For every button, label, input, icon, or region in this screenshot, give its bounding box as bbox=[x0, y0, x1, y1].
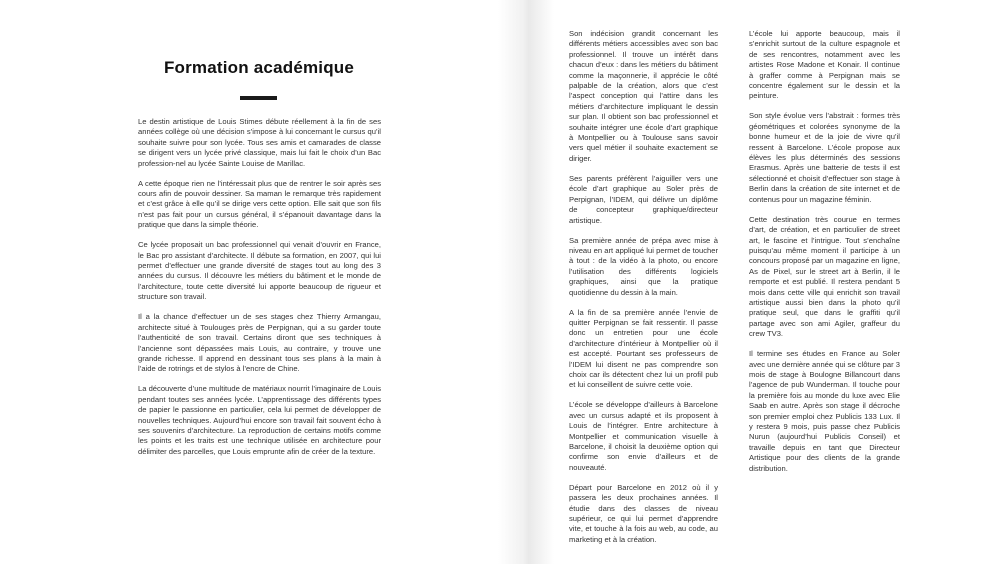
section-title: Formation académique bbox=[163, 58, 355, 77]
paragraph: Le destin artistique de Louis Stimes débute réellement à la fin de ses années collège où une décision s’impose à lui concernant le cursus qu’il souhaite suivre pour son lycée. Tous ses amis et camarades de classe se dirigent vers un lycée privé classique, mais lui fait le choix d’un Bac profession-nel au lycée Sainte Louise de Marillac. bbox=[138, 117, 381, 168]
title-underline bbox=[240, 96, 277, 100]
paragraph: A la fin de sa première année l’envie de quitter Perpignan se fait ressentir. Il passe donc un entretien pour une école d’architecture d’intérieur à Montpellier où il est accepté. Pourtant ses professeurs de l’IDEM lui disent ne pas comprendre son choix car ils détectent chez lui un profil pub et lui conseillent de suivre cette voie. bbox=[569, 307, 718, 390]
paragraph: Il termine ses études en France au Soler avec une dernière année qui se clôture par 3 mois de stage à Boulogne Billancourt dans l’agence de pub Wunderman. Il touche pour la première fois au monde du luxe avec Elie Saab en autre. Après son stage il décroche son premier emploi chez Publicis 133 Lux. Il y restera 9 mois, puis passe chez Publicis Nurun (aujourd’hui Publicis Conseil) et travaille depuis en tant que Directeur Artistique pour des clients de la grande distribution. bbox=[749, 349, 900, 473]
paragraph: Départ pour Barcelone en 2012 où il y passera les deux prochaines années. Il étudie dans des classes de niveau supérieur, ce qui lui permet d’apprendre vite, et touche à la fois au web, au code, au marketing et à la création. bbox=[569, 482, 718, 544]
paragraph: Ce lycée proposait un bac professionnel qui venait d’ouvrir en France, le Bac pro assistant d’architecte. Il débute sa formation, en 2007, qui lui permet d’effectuer une grande diversité de stages tout au long des 3 années du cursus. Il découvre les métiers du bâtiment et le monde de l’architecture, toute cette diversité lui apporte beaucoup de rigueur et structure son travail. bbox=[138, 240, 381, 302]
paragraph: La découverte d’une multitude de matériaux nourrit l’imaginaire de Louis pendant toutes ses années lycée. L’apprentissage des différents types de papier le passionne en particulier, cela lui permet de développer de nouvelles techniques. Aujourd’hui encore son travail fait souvent écho à ses souvenirs d’architecture. La reproduction de certains motifs comme les points et les traits est une technique utilisée en architecture pour délimiter des parcelles, que Louis emprunte afin de créer de la texture. bbox=[138, 384, 381, 456]
paragraph: Cette destination très courue en termes d’art, de création, et en particulier de street art, le fascine et l’intrigue. Tout s’enchaîne puisqu’au même moment il participe à un concours proposé par un magazine en ligne, As de Pixel, sur le street art à Berlin, il le remporte et est publié. Il restera pendant 5 mois dans cette ville qui enrichit son travail artistique aussi bien dans la photo qu’il pratique seul, que dans le graffiti qu’il partage avec son ami Agiler, graffeur du crew TV3. bbox=[749, 214, 900, 339]
paragraph: Son style évolue vers l’abstrait : formes très géométriques et colorées synonyme de la bonne humeur et de la joie de vivre qu’il ressent à Barcelone. L’école propose aux élèves les plus déterminés des sessions Erasmus. Après une batterie de tests il est sélectionné et choisit d’effectuer son stage à Berlin dans la création de site internet et de contenus pour un magazine féminin. bbox=[749, 111, 900, 204]
paragraph: Il a la chance d’effectuer un de ses stages chez Thierry Armangau, architecte situé à Toulouges près de Perpignan, qui a su garder toute l’authenticité de son travail. Certains diront que ses techniques à l’ancienne sont dépassées mais Louis, au contraire, y trouve une grande richesse. Il apprend en dessinant tous ses plans à la main à l’aide de rotrings et de stylos à l’encre de Chine. bbox=[138, 312, 381, 374]
paragraph: Son indécision grandit concernant les différents métiers accessibles avec son bac professionnel. Il trouve un intérêt dans chacun d’eux : dans les métiers du bâtiment comme la maçonnerie, il apprécie le côté palpable de la création, alors que c’est l’aspect conception qui l’attire dans les métiers d’architecture impliquant le dessin sur plan. Il obtient son bac professionnel et souhaite intégrer une école d’art graphique à Montpellier ou à Toulouse sans savoir vers quel métier il souhaite exactement se diriger. bbox=[569, 29, 718, 163]
paragraph: L’école se développe d’ailleurs à Barcelone avec un cursus adapté et ils proposent à Louis de l’intégrer. Entre architecture à Montpellier et communication visuelle à Barcelone, il choisit la deuxième option qui confirme son envie d’ailleurs et de nouveauté. bbox=[569, 400, 718, 472]
paragraph: A cette époque rien ne l’intéressait plus que de rentrer le soir après ses cours afin de pouvoir dessiner. Sa maman le remarque très rapidement et c’est grâce à elle qu’il se dirige vers cette option. Elle sait que son fils n’est pas fait pour un cursus général, il s’épanouit davantage dans la pratique que dans la simple théorie. bbox=[138, 178, 381, 230]
text-column-3 bbox=[749, 29, 900, 484]
paragraph: Ses parents préfèrent l’aiguiller vers une école d’art graphique au Soler près de Perpignan, l’IDEM, qui délivre un diplôme de concepteur graphique/directeur artistique. bbox=[569, 173, 718, 225]
text-column-2 bbox=[569, 29, 718, 555]
paragraph: Sa première année de prépa avec mise à niveau en art appliqué lui permet de toucher à tout : de la vidéo à la photo, ou encore l’utilisation des différents logiciels graphiques, ainsi que la pratique quotidienne du dessin à la main. bbox=[569, 235, 718, 297]
text-column-1 bbox=[138, 117, 381, 467]
paragraph: L’école lui apporte beaucoup, mais il s’enrichit surtout de la culture espagnole et de ses rencontres, notamment avec les artistes Rose Madone et Konair. Il continue à graffer comme à Perpignan mais se concentre également sur le dessin et la peinture. bbox=[749, 29, 900, 101]
book-gutter bbox=[498, 0, 554, 564]
